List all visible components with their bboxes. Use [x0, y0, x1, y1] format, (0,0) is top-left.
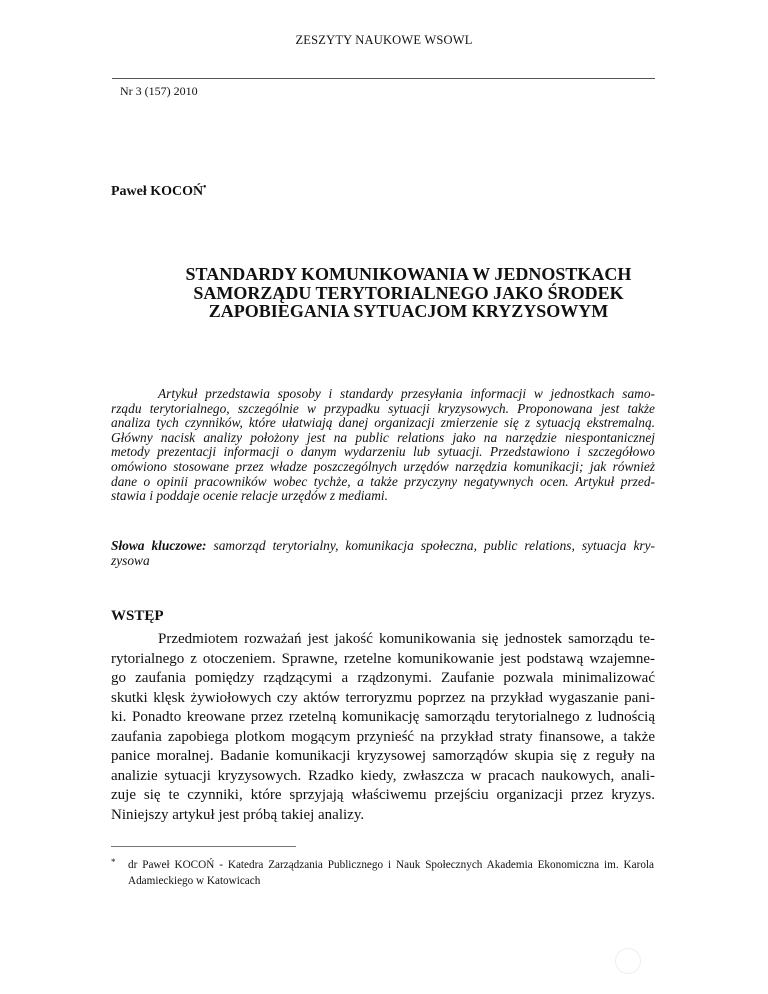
footnote-rule [111, 846, 296, 847]
section-heading: WSTĘP [111, 608, 164, 624]
abstract [111, 387, 655, 504]
abstract-line: rządu terytorialnego, szczególnie w przypadku sytuacji kryzysowych. Proponowana jest także [111, 400, 655, 416]
watermark-seal-icon [615, 948, 641, 974]
abstract-line: metody prezentacji informacji o danym wydarzeniu lub sytuacji. Przedstawiono i szczegółowo [111, 444, 655, 460]
abstract-line: omówiono stosowane przez władze poszczególnych urzędów narzędzia komunikacji; jak również [111, 458, 655, 474]
author [111, 183, 206, 200]
body-line: Przedmiotem rozważań jest jakość komunikowania się jednostek samorządu te- [158, 631, 655, 647]
body-line: skutki klęsk żywiołowych czy aktów terroryzmu poprzez na przykład wygaszanie pani- [111, 689, 655, 706]
title-line: STANDARDY KOMUNIKOWANIA W JEDNOSTKACH [185, 264, 632, 284]
body-line: zuje się te czynniki, które sprzyjają właściwemu przejściu organizacji przez kryzys. [111, 787, 655, 803]
abstract-line: Artykuł przedstawia sposoby i standardy przesyłania informacji w jednostkach samo- [158, 386, 655, 401]
footnote-marker[interactable]: • [203, 181, 207, 192]
journal-name: ZESZYTY NAUKOWE WSOWL [295, 33, 473, 47]
footnote [111, 857, 654, 889]
abstract-line: stawia i poddaje ocenie relacje urzędów z mediami. [111, 488, 388, 504]
body-line: panice moralnej. Badanie komunikacji kryzysowej samorządów skupia się z reguły na [111, 748, 655, 764]
title-line: SAMORZĄDU TERYTORIALNEGO JAKO ŚRODEK [193, 282, 624, 303]
footnote-text: dr Paweł KOCOŃ - Katedra Zarządzania Publicznego i Nauk Społecznych Akademia Ekonomiczna im. Karola Adamieckiego w Katowicach [128, 859, 654, 887]
author-name: Paweł KOCOŃ [111, 184, 204, 199]
body-paragraph [111, 630, 655, 825]
body-line: rytorialnego z otoczeniem. Sprawne, rzetelne komunikowanie jest podstawą wzajemne- [111, 650, 655, 667]
title-line: ZAPOBIEGANIA SYTUACJOM KRYZYSOWYM [208, 301, 609, 321]
keywords-text: zysowa [111, 552, 150, 568]
body-line: zaufania zapobiega plotkom mogącym przynieść na przykład straty finansowe, a także [111, 728, 655, 745]
header-rule [112, 78, 655, 79]
keywords [111, 539, 655, 568]
article-title [112, 265, 705, 321]
abstract-line: Główny nacisk analizy położony jest na public relations jako na narzędzie niespontanicznej [111, 429, 655, 445]
abstract-line: dane o opinii pracowników wobec tychże, a także przyczyny negatywnych ocen. Artykuł przed- [111, 473, 655, 489]
body-line: analizie sytuacji kryzysowych. Rzadko kiedy, zwłaszcza w pracach naukowych, anali- [111, 767, 655, 784]
keywords-text: samorząd terytorialny, komunikacja społeczna, public relations, sytuacja kry- [206, 538, 655, 553]
body-line: Niniejszy artykuł jest próbą takiej analizy. [111, 806, 365, 823]
body-line: ki. Ponadto kreowane przez rzetelną komunikację samorządu terytorialnego z ludnością [111, 709, 655, 725]
keywords-label: Słowa kluczowe: [111, 538, 207, 553]
body-line: go zaufania pomiędzy rządzącymi a rządzonymi. Zaufanie pozwala minimalizować [111, 670, 655, 686]
footnote-mark: * [111, 857, 116, 867]
abstract-line: analiza tych czynników, które ułatwiają danej organizacji zmierzenie się z sytuacją ekstremalną. [111, 415, 655, 431]
issue-number: Nr 3 (157) 2010 [120, 84, 198, 98]
